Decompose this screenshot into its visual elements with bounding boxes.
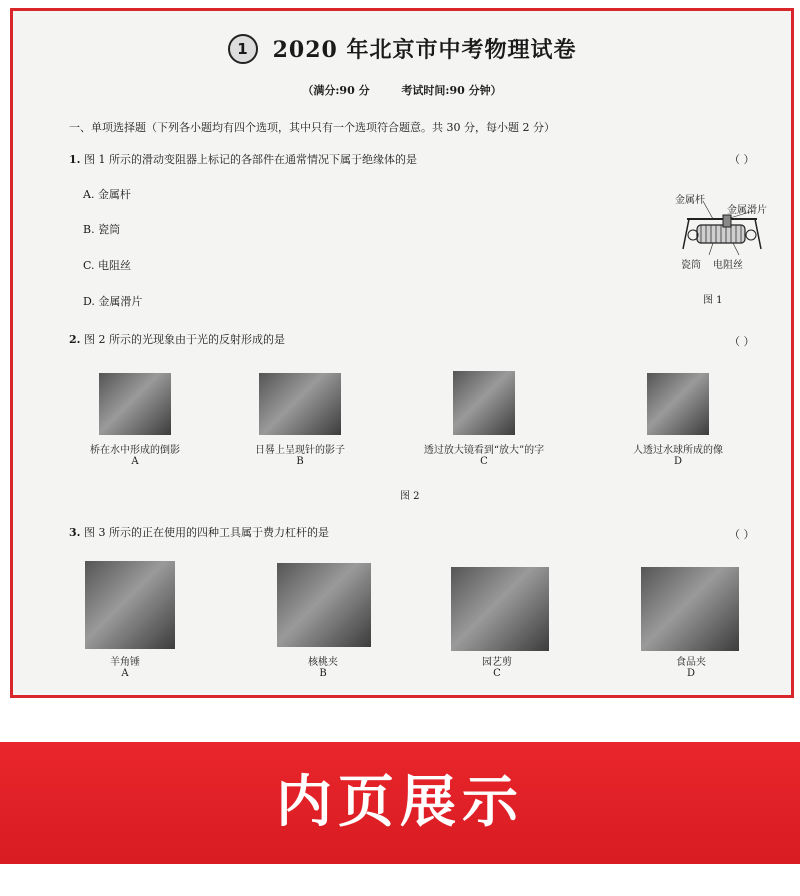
q3-item-a xyxy=(25,653,225,679)
question-2-answer-blank: （ ） xyxy=(729,335,755,348)
question-1 xyxy=(69,151,417,167)
question-3-number: 3. xyxy=(69,526,81,539)
photo-claw-hammer xyxy=(85,561,175,649)
q3-caption-a: 羊角锤 xyxy=(110,657,140,668)
photo-walnut-cracker xyxy=(277,563,371,647)
q2-letter-a: A xyxy=(131,456,139,467)
q2-caption-b: 日晷上呈现针的影子 xyxy=(255,445,345,456)
question-3 xyxy=(69,524,329,540)
q3-item-d xyxy=(591,653,791,679)
inner-page-banner xyxy=(0,742,800,864)
question-3-answer-blank: （ ） xyxy=(729,528,755,541)
exam-time: 考试时间:90 分钟） xyxy=(401,84,502,97)
q3-letter-b: B xyxy=(319,668,327,679)
label-porcelain-tube: 瓷筒 xyxy=(681,260,701,271)
q1-option-a: A. 金属杆 xyxy=(83,188,131,201)
q1-option-b: B. 瓷筒 xyxy=(83,223,121,236)
title-row xyxy=(13,33,791,64)
q1-option-d: D. 金属滑片 xyxy=(83,295,143,308)
exam-page xyxy=(10,8,794,698)
photo-water-ball xyxy=(647,373,709,435)
metal-slider xyxy=(723,215,731,227)
q3-item-c xyxy=(397,653,597,679)
paper-number-badge: 1 xyxy=(228,34,258,64)
photo-food-tongs xyxy=(641,567,739,651)
label-resistance-wire: 电阻丝 xyxy=(713,260,743,271)
q3-caption-b: 核桃夹 xyxy=(308,657,338,668)
question-1-number: 1. xyxy=(69,153,81,166)
question-2-text: 图 2 所示的光现象由于光的反射形成的是 xyxy=(83,333,285,346)
label-metal-slider: 金属滑片 xyxy=(727,205,767,216)
q2-caption-a: 桥在水中形成的倒影 xyxy=(90,445,180,456)
q2-letter-b: B xyxy=(296,456,304,467)
label-metal-rod: 金属杆 xyxy=(675,195,705,206)
photo-magnifier xyxy=(453,371,515,435)
question-1-answer-blank: （ ） xyxy=(729,153,755,166)
q2-caption-c: 透过放大镜看到“放大”的字 xyxy=(423,445,545,456)
question-3-text: 图 3 所示的正在使用的四种工具属于费力杠杆的是 xyxy=(83,526,329,539)
q1-option-c: C. 电阻丝 xyxy=(83,259,132,272)
section-heading: 一、单项选择题（下列各小题均有四个选项，其中只有一个选项符合题意。共 30 分，每小题 2 分） xyxy=(69,121,555,134)
q2-item-b xyxy=(200,441,400,467)
full-score: （满分:90 分 xyxy=(302,84,370,97)
q3-letter-a: A xyxy=(121,668,129,679)
q2-caption-d: 人透过水球所成的像 xyxy=(633,445,723,456)
q2-letter-d: D xyxy=(673,456,683,467)
q2-item-c xyxy=(384,441,584,467)
q3-item-b xyxy=(223,653,423,679)
photo-sundial-shadow xyxy=(259,373,341,435)
exam-meta xyxy=(13,82,791,98)
q3-letter-d: D xyxy=(686,668,696,679)
exam-title: 2020 年北京市中考物理试卷 xyxy=(272,37,577,63)
photo-garden-shears xyxy=(451,567,549,651)
banner-text: 内页展示 xyxy=(276,770,524,835)
figure-1-caption: 图 1 xyxy=(703,295,723,306)
question-2 xyxy=(69,331,285,347)
question-2-number: 2. xyxy=(69,333,81,346)
q3-caption-d: 食品夹 xyxy=(676,657,706,668)
q3-letter-c: C xyxy=(493,668,501,679)
photo-bridge-reflection xyxy=(99,373,171,435)
question-1-text: 图 1 所示的滑动变阻器上标记的各部件在通常情况下属于绝缘体的是 xyxy=(83,153,417,166)
q3-caption-c: 园艺剪 xyxy=(482,657,512,668)
figure-2-caption: 图 2 xyxy=(400,491,420,502)
q2-letter-c: C xyxy=(480,456,488,467)
q2-item-d xyxy=(578,441,778,467)
